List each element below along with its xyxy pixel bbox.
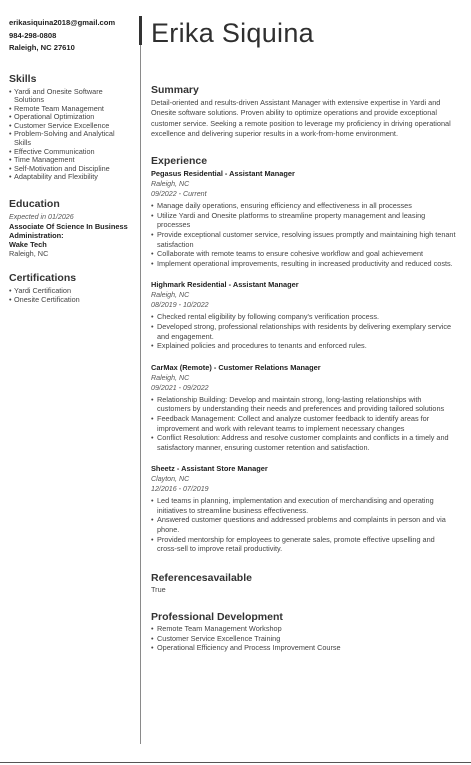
- job-bullet: • Led teams in planning, implementation and execution of merchandising and operating initiatives to streamline business effectiveness.: [151, 496, 456, 515]
- education-school: Wake Tech: [9, 240, 47, 250]
- job-title: CarMax (Remote) - Customer Relations Manager: [151, 362, 321, 372]
- job-dates: 08/2019 - 10/2022: [151, 301, 209, 310]
- name-accent-bar: [139, 16, 142, 45]
- job-location: Raleigh, NC: [151, 291, 190, 300]
- job-bullet: • Implement operational improvements, resulting in increased productivity and reduced costs.: [151, 259, 456, 269]
- references-value: True: [151, 584, 166, 594]
- development-list: [151, 624, 456, 653]
- candidate-name: Erika Siquina: [151, 18, 314, 48]
- education-degree: Associate Of Science In Business Administration:: [9, 222, 128, 241]
- job-bullets: [151, 395, 456, 453]
- job-entry: [151, 169, 456, 268]
- certifications-list: [9, 287, 133, 304]
- skill-item: • Remote Team Management: [9, 105, 133, 114]
- education-entry: [9, 213, 133, 258]
- job-bullet: • Explained policies and procedures to tenants and enforced rules.: [151, 341, 456, 351]
- development-item: • Customer Service Excellence Training: [151, 634, 456, 644]
- skill-item: • Effective Communication: [9, 148, 133, 157]
- job-bullet: • Manage daily operations, ensuring efficiency and effectiveness in all processes: [151, 201, 456, 211]
- job-title: Pegasus Residential - Assistant Manager: [151, 169, 295, 179]
- job-bullets: [151, 496, 456, 554]
- experience-heading: Experience: [151, 155, 208, 168]
- left-column: [9, 17, 133, 304]
- development-heading: Professional Development: [151, 611, 283, 624]
- education-location: Raleigh, NC: [9, 249, 49, 259]
- job-bullet: • Provide exceptional customer service, resolving issues promptly and maintaining high tenant satisfaction: [151, 230, 456, 249]
- summary-heading: Summary: [151, 84, 199, 96]
- job-dates: 12/2016 - 07/2019: [151, 485, 209, 494]
- job-bullet: • Developed strong, professional relationships with residents by delivering exemplary service and engagement.: [151, 322, 456, 341]
- contact-email[interactable]: erikasiquina2018@gmail.com: [9, 18, 116, 27]
- job-dates: 09/2022 - Current: [151, 190, 207, 199]
- job-bullet: • Answered customer questions and addressed problems and complaints in person and via phone.: [151, 515, 456, 534]
- job-bullet: • Collaborate with remote teams to ensure cohesive workflow and goal achievement: [151, 249, 456, 259]
- skill-item: • Yardi and Onesite Software Solutions: [9, 88, 133, 105]
- job-bullet: • Conflict Resolution: Address and resolve customer complaints and conflicts in a timely and satisfactory manner, ensuring customer retention and satisfaction.: [151, 433, 456, 452]
- references-heading: Referencesavailable: [151, 571, 252, 584]
- summary-text: Detail-oriented and results-driven Assistant Manager with extensive expertise in Yardi and Onesite software solutions. Proven ability to optimize operations and provide exceptional customer service. Seeking a remote position to leverage my proficiency in driving operational excellence and delivering superior results in a work-from-home environment.: [151, 98, 451, 138]
- job-location: Raleigh, NC: [151, 373, 190, 382]
- job-location: Raleigh, NC: [151, 180, 190, 189]
- skill-item: • Problem-Solving and Analytical Skills: [9, 130, 133, 147]
- job-title: Highmark Residential - Assistant Manager: [151, 280, 299, 290]
- certification-item: • Onesite Certification: [9, 296, 133, 305]
- skill-item: • Customer Service Excellence: [9, 122, 133, 131]
- job-dates: 09/2021 - 09/2022: [151, 383, 209, 392]
- job-entry: [151, 363, 456, 453]
- certifications-heading: Certifications: [9, 272, 77, 285]
- certification-item: • Yardi Certification: [9, 287, 133, 296]
- skill-item: • Time Management: [9, 156, 133, 165]
- job-bullet: • Relationship Building: Develop and maintain strong, long-lasting relationships with customers by understanding their needs and preferences and providing tailored solutions: [151, 395, 456, 414]
- job-entry: [151, 280, 456, 350]
- job-bullets: [151, 201, 456, 268]
- skills-heading: Skills: [9, 72, 37, 85]
- education-heading: Education: [9, 198, 60, 211]
- job-bullets: [151, 312, 456, 350]
- skill-item: • Self-Motivation and Discipline: [9, 165, 133, 174]
- job-title: Sheetz - Assistant Store Manager: [151, 464, 268, 474]
- contact-location: Raleigh, NC 27610: [9, 43, 75, 52]
- job-bullet: • Provided mentorship for employees to generate sales, promote effective upselling and cross-sell to improve retail productivity.: [151, 535, 456, 554]
- job-bullet: • Checked rental eligibility by following company's verification process.: [151, 312, 456, 322]
- right-column: [151, 14, 456, 653]
- job-bullet: • Feedback Management: Collect and analyze customer feedback to identify areas for improvement and work with relevant teams to implement necessary changes: [151, 414, 456, 433]
- column-divider: [140, 16, 141, 744]
- development-item: • Remote Team Management Workshop: [151, 624, 456, 634]
- development-item: • Operational Efficiency and Process Improvement Course: [151, 643, 456, 653]
- skill-item: • Operational Optimization: [9, 113, 133, 122]
- skills-list: [9, 88, 133, 183]
- education-expected: Expected in 01/2026: [9, 213, 74, 222]
- job-location: Clayton, NC: [151, 475, 190, 484]
- job-entry: [151, 464, 456, 554]
- page-bottom-rule: [0, 762, 471, 763]
- skill-item: • Adaptability and Flexibility: [9, 173, 133, 182]
- contact-phone[interactable]: 984-298-0808: [9, 30, 57, 40]
- job-bullet: • Utilize Yardi and Onesite platforms to streamline property management and leasing processes: [151, 211, 456, 230]
